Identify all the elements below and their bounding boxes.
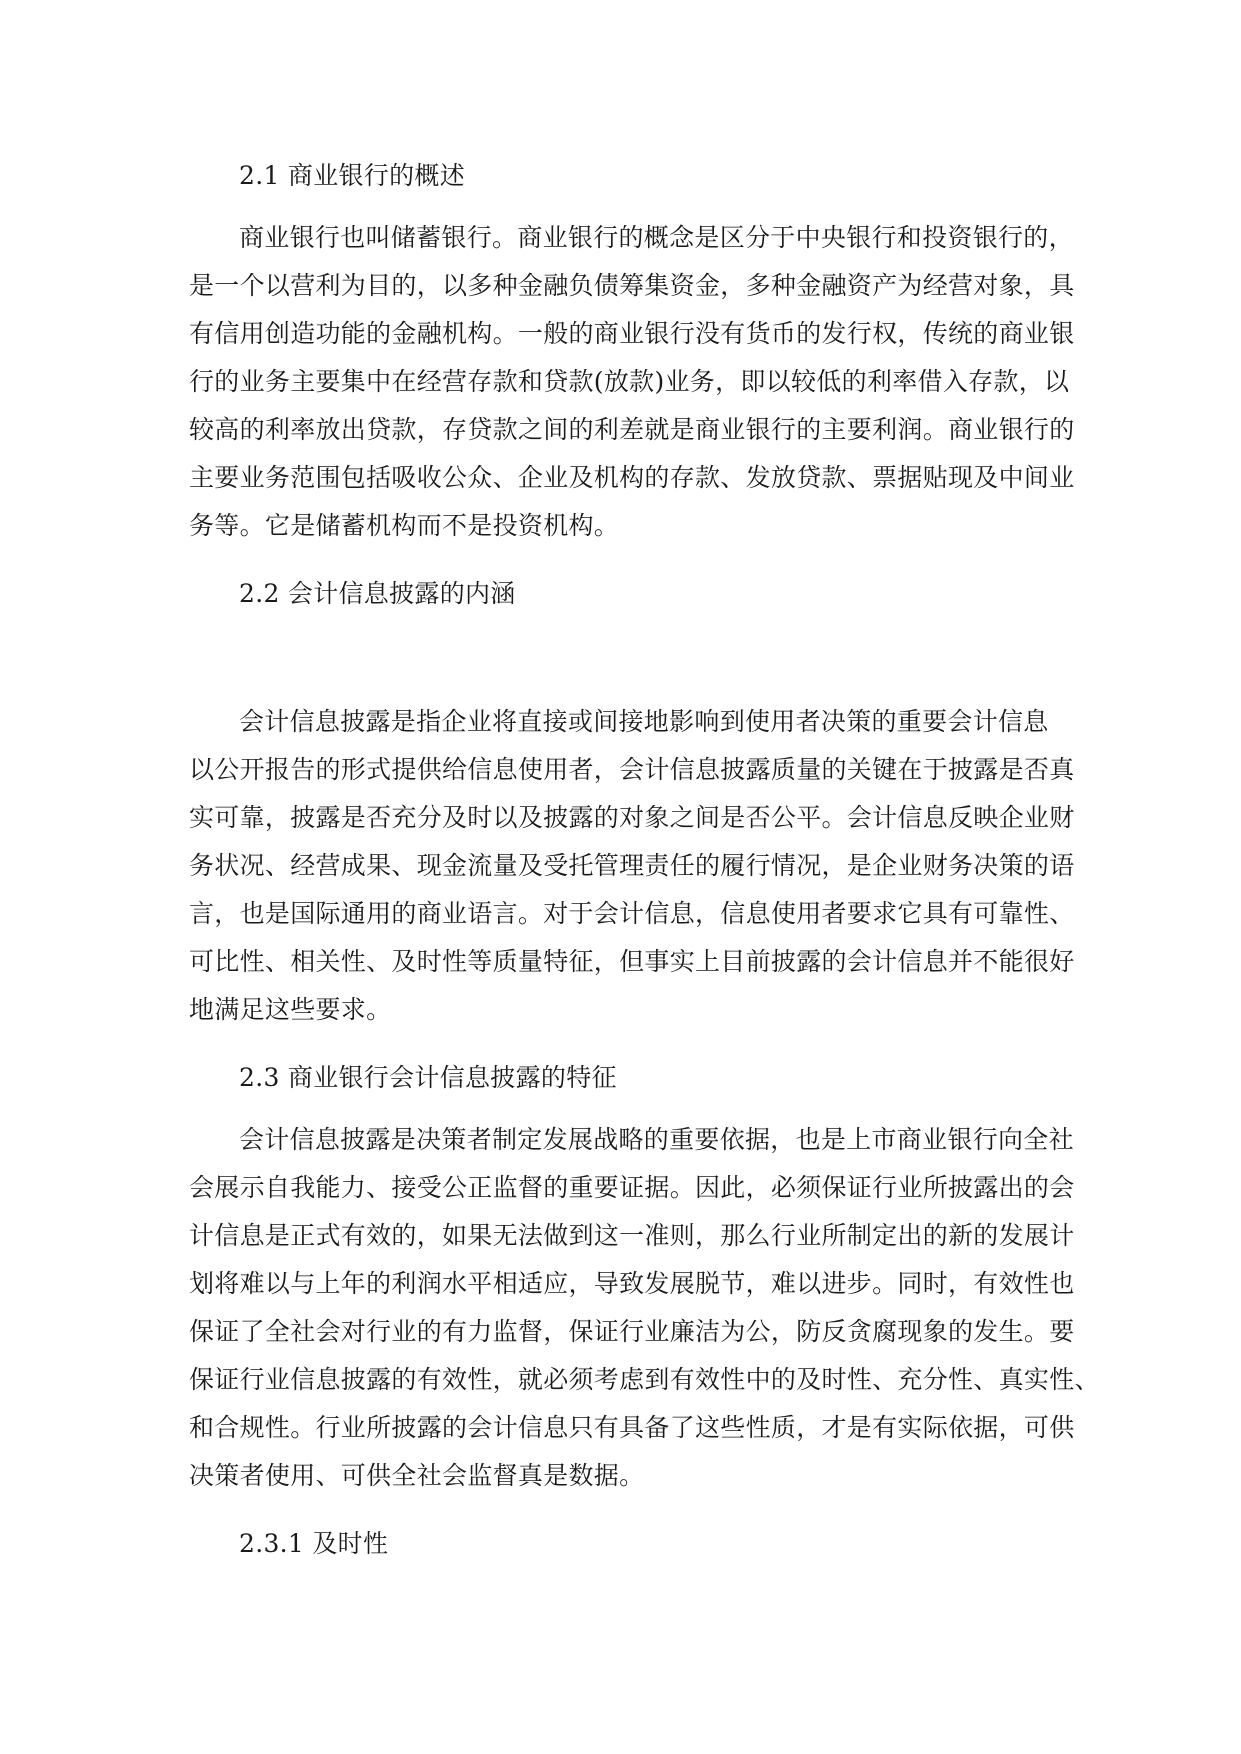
paragraph-line: 地满足这些要求。 [189, 995, 392, 1024]
paragraph-line: 较高的利率放出贷款，存贷款之间的利差就是商业银行的主要利润。商业银行的 [189, 415, 1075, 444]
paragraph-line: 实可靠，披露是否充分及时以及披露的对象之间是否公平。会计信息反映企业财 [189, 803, 1075, 832]
paragraph-line: 会计信息披露是指企业将直接或间接地影响到使用者决策的重要会计信息 [239, 707, 1049, 736]
paragraph-line: 以公开报告的形式提供给信息使用者，会计信息披露质量的关键在于披露是否真 [189, 755, 1075, 784]
paragraph-line: 保证了全社会对行业的有力监督，保证行业廉洁为公，防反贪腐现象的发生。要 [189, 1317, 1075, 1346]
section-heading-2-1: 2.1 商业银行的概述 [239, 161, 466, 190]
paragraph-line: 主要业务范围包括吸收公众、企业及机构的存款、发放贷款、票据贴现及中间业 [189, 463, 1075, 492]
paragraph-line: 商业银行也叫储蓄银行。商业银行的概念是区分于中央银行和投资银行的， [239, 223, 1074, 252]
paragraph-line: 言，也是国际通用的商业语言。对于会计信息，信息使用者要求它具有可靠性、 [189, 899, 1075, 928]
paragraph-line: 务状况、经营成果、现金流量及受托管理责任的履行情况，是企业财务决策的语 [189, 851, 1075, 880]
paragraph-line: 务等。它是储蓄机构而不是投资机构。 [189, 511, 620, 540]
paragraph-line: 有信用创造功能的金融机构。一般的商业银行没有货币的发行权，传统的商业银 [189, 319, 1075, 348]
paragraph-line: 计信息是正式有效的，如果无法做到这一准则，那么行业所制定出的新的发展计 [189, 1221, 1075, 1250]
paragraph-line: 会展示自我能力、接受公正监督的重要证据。因此，必须保证行业所披露出的会 [189, 1173, 1075, 1202]
paragraph-line: 是一个以营利为目的，以多种金融负债筹集资金，多种金融资产为经营对象，具 [189, 271, 1075, 300]
paragraph-line: 可比性、相关性、及时性等质量特征，但事实上目前披露的会计信息并不能很好 [189, 947, 1075, 976]
paragraph-line: 会计信息披露是决策者制定发展战略的重要依据，也是上市商业银行向全社 [239, 1125, 1074, 1154]
section-heading-2-3: 2.3 商业银行会计信息披露的特征 [239, 1063, 617, 1092]
section-heading-2-3-1: 2.3.1 及时性 [239, 1529, 389, 1558]
paragraph-line: 决策者使用、可供全社会监督真是数据。 [189, 1461, 645, 1490]
paragraph-line: 划将难以与上年的利润水平相适应，导致发展脱节，难以进步。同时，有效性也 [189, 1269, 1075, 1298]
paragraph-line: 保证行业信息披露的有效性，就必须考虑到有效性中的及时性、充分性、真实性、 [189, 1365, 1100, 1394]
paragraph-line: 行的业务主要集中在经营存款和贷款(放款)业务，即以较低的利率借入存款，以 [189, 367, 1070, 396]
section-heading-2-2: 2.2 会计信息披露的内涵 [239, 579, 516, 608]
paragraph-line: 和合规性。行业所披露的会计信息只有具备了这些性质，才是有实际依据，可供 [189, 1413, 1075, 1442]
